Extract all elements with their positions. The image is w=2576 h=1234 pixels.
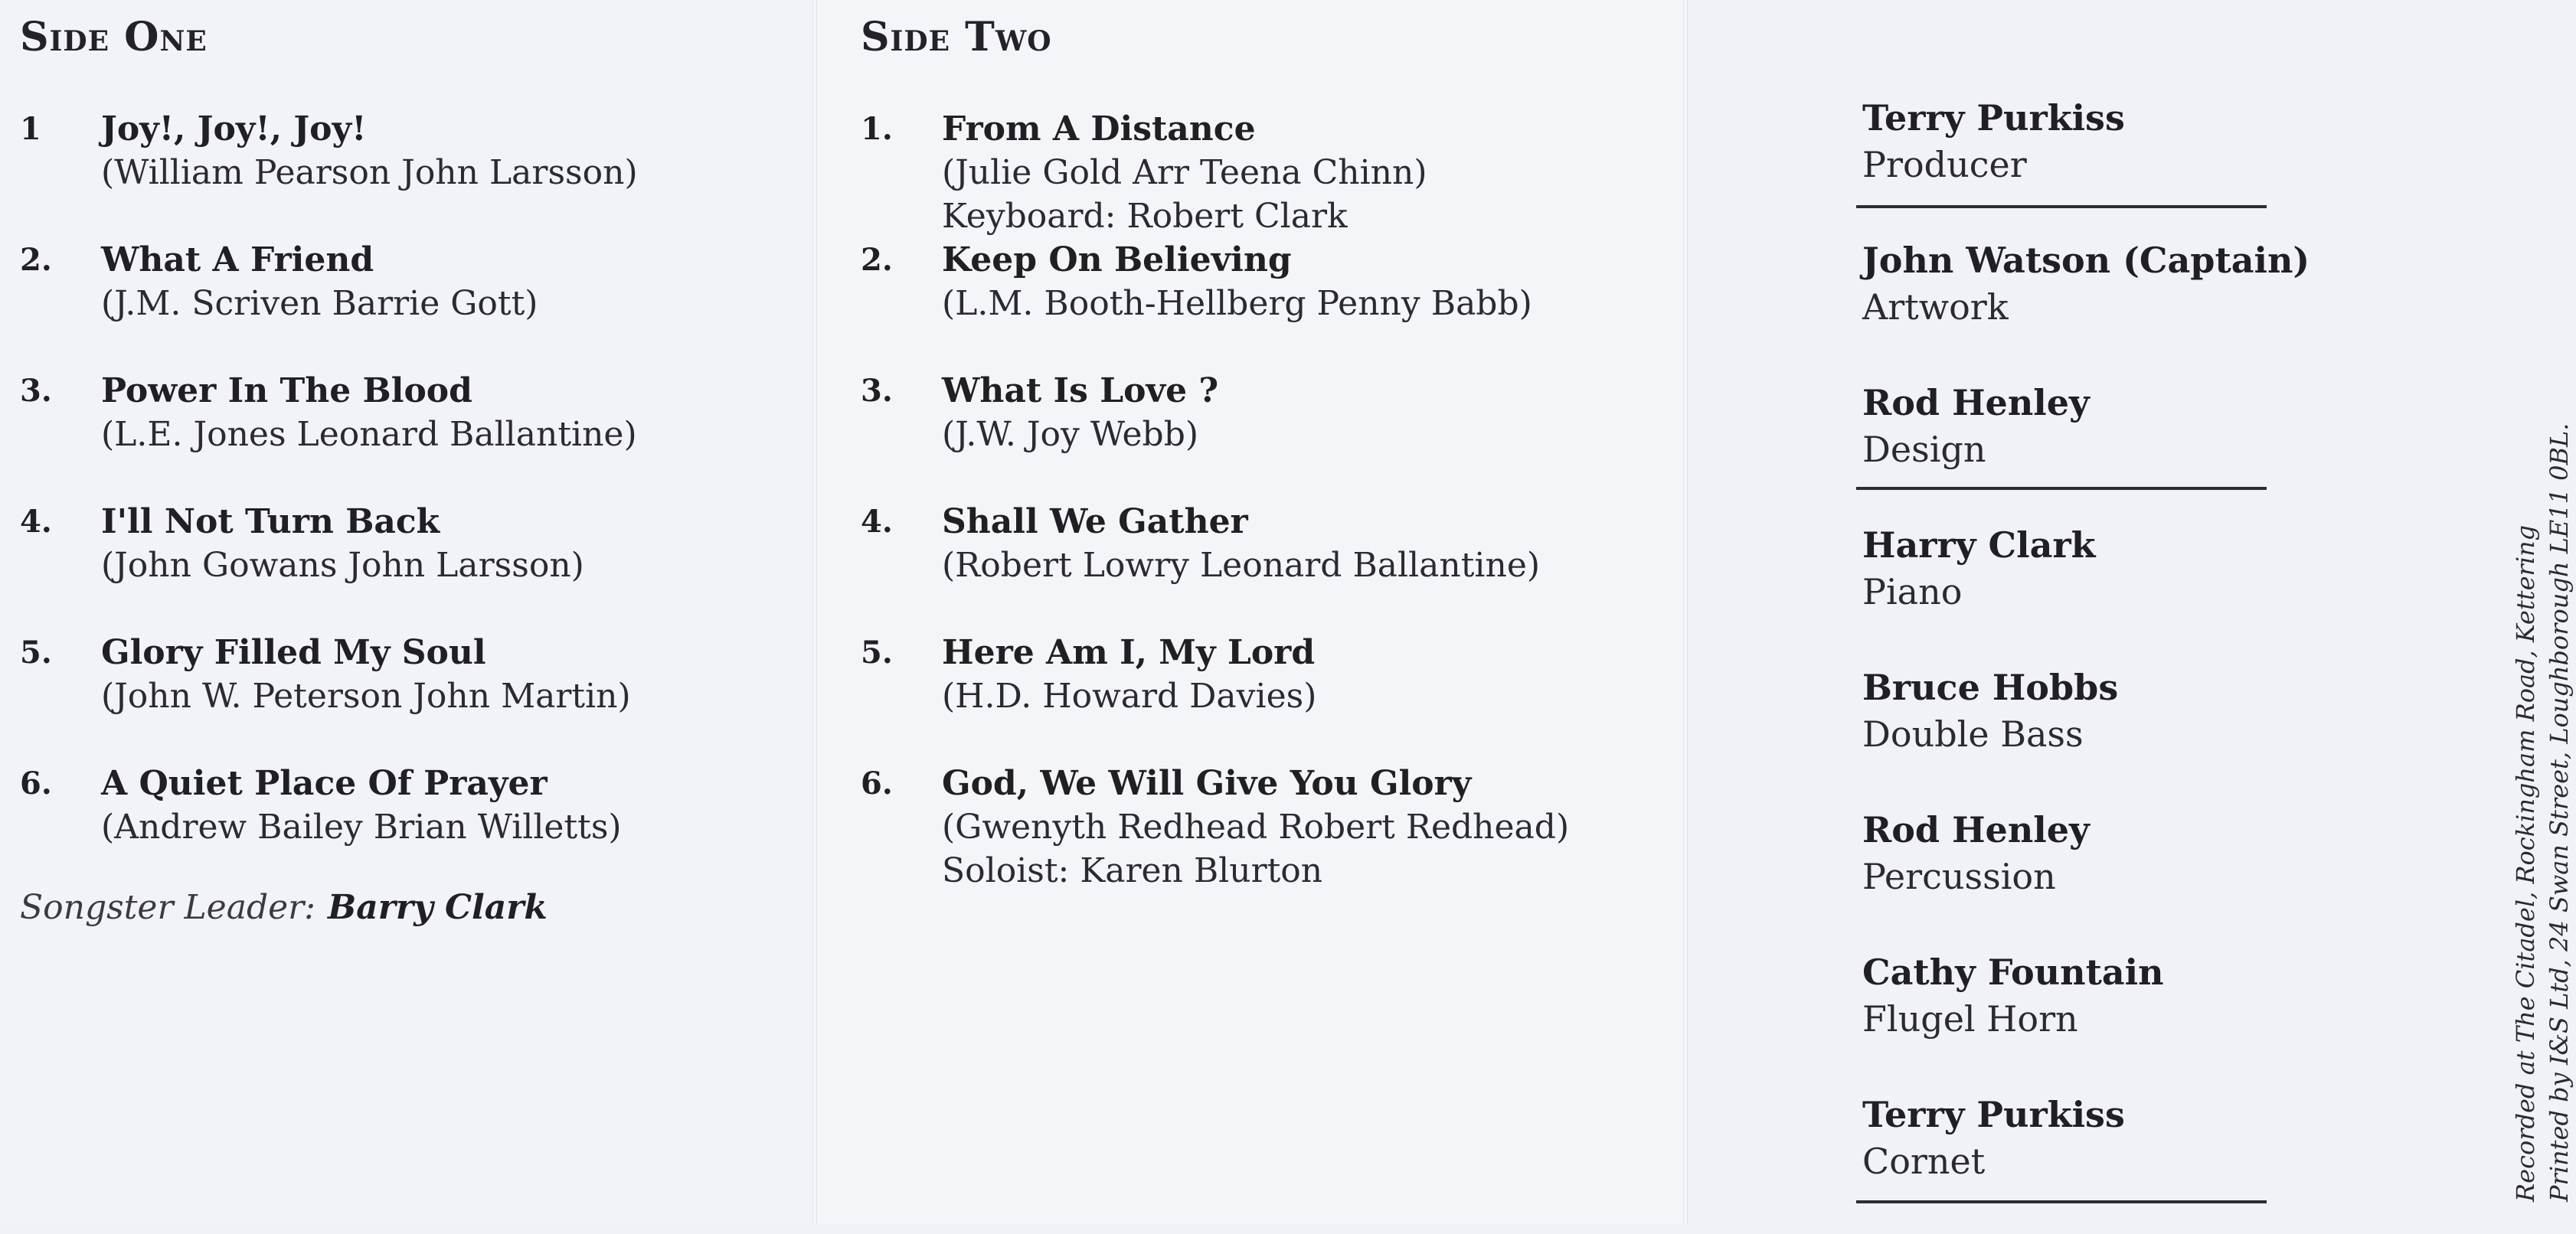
- track-title: What Is Love ?: [942, 371, 1219, 410]
- side-one-title: Side One: [20, 14, 208, 60]
- track-title: A Quiet Place Of Prayer: [101, 764, 548, 803]
- songster-leader-label: Songster Leader:: [20, 888, 316, 927]
- track-title: Glory Filled My Soul: [101, 633, 486, 672]
- credit-name: Terry Purkiss: [1862, 1094, 2125, 1135]
- credit-item: [1862, 807, 2310, 949]
- credit-name: Rod Henley: [1862, 809, 2090, 850]
- track-number: 4.: [20, 504, 52, 540]
- fold-crease: [812, 0, 817, 1225]
- track-number: 4.: [861, 504, 893, 540]
- credit-role: Cornet: [1862, 1141, 1986, 1182]
- track-credit: (L.E. Jones Leonard Ballantine): [101, 415, 637, 454]
- track-credit: (John Gowans John Larsson): [101, 546, 584, 585]
- credit-name: Rod Henley: [1862, 382, 2090, 423]
- track-credit: (L.M. Booth-Hellberg Penny Babb): [942, 284, 1532, 323]
- track-title: Joy!, Joy!, Joy!: [101, 109, 367, 149]
- track-number: 5.: [861, 635, 893, 671]
- track-number: 6.: [861, 766, 893, 801]
- track-title: I'll Not Turn Back: [101, 502, 440, 541]
- track-title: Keep On Believing: [942, 240, 1292, 279]
- track-title: Here Am I, My Lord: [942, 633, 1316, 672]
- songster-leader: [20, 888, 548, 927]
- track-number: 2.: [861, 242, 893, 278]
- track-credit: (Andrew Bailey Brian Willetts): [101, 808, 622, 847]
- credit-item: [1862, 380, 2310, 522]
- credit-role: Producer: [1862, 144, 2027, 185]
- track-credit: (J.M. Scriven Barrie Gott): [101, 284, 538, 323]
- credit-role: Percussion: [1862, 856, 2056, 897]
- credit-item: [1862, 522, 2310, 664]
- track-number: 2.: [20, 242, 52, 278]
- credit-role: Piano: [1862, 571, 1963, 612]
- track-number: 3.: [861, 373, 893, 409]
- credit-name: Cathy Fountain: [1862, 952, 2164, 993]
- fold-crease: [1683, 0, 1688, 1225]
- track-credit: (H.D. Howard Davies): [942, 677, 1317, 716]
- track-credit: (Julie Gold Arr Teena Chinn): [942, 153, 1427, 192]
- credits-list: [1862, 95, 2310, 1234]
- credit-item: [1862, 237, 2310, 380]
- recording-note: [2509, 423, 2576, 1202]
- track-credit: (John W. Peterson John Martin): [101, 677, 631, 716]
- track-credit: (J.W. Joy Webb): [942, 415, 1199, 454]
- track-credit: (William Pearson John Larsson): [101, 153, 638, 192]
- credits-divider: [1856, 205, 2267, 208]
- track-title: God, We Will Give You Glory: [942, 764, 1472, 803]
- credit-name: Bruce Hobbs: [1862, 667, 2119, 708]
- credit-role: Design: [1862, 429, 1986, 470]
- credit-item: [1862, 1092, 2310, 1234]
- credit-role: Flugel Horn: [1862, 998, 2078, 1040]
- track-number: 1.: [861, 111, 893, 147]
- track-performer: Keyboard: Robert Clark: [942, 197, 1348, 236]
- credit-name: John Watson (Captain): [1862, 240, 2310, 281]
- side-two-title: Side Two: [861, 14, 1052, 60]
- credit-item: [1862, 95, 2310, 237]
- track-title: What A Friend: [101, 240, 374, 279]
- track-title: Power In The Blood: [101, 371, 472, 410]
- track-performer: Soloist: Karen Blurton: [942, 851, 1323, 890]
- track-number: 5.: [20, 635, 52, 671]
- track-number: 3.: [20, 373, 52, 409]
- track-credit: (Robert Lowry Leonard Ballantine): [942, 546, 1541, 585]
- credit-item: [1862, 664, 2310, 807]
- credit-item: [1862, 949, 2310, 1092]
- printed-by-text: Printed by I&S Ltd, 24 Swan Street, Loughborough LE11 0BL.: [2545, 423, 2574, 1202]
- track-credit: (Gwenyth Redhead Robert Redhead): [942, 808, 1570, 847]
- recorded-at-text: Recorded at The Citadel, Rockingham Road, Kettering: [2511, 524, 2540, 1202]
- track-number: 6.: [20, 766, 52, 801]
- credit-name: Harry Clark: [1862, 524, 2096, 566]
- credit-role: Double Bass: [1862, 713, 2084, 755]
- track-title: Shall We Gather: [942, 502, 1248, 541]
- track-title: From A Distance: [942, 109, 1256, 149]
- credits-divider: [1856, 1200, 2267, 1203]
- track-number: 1: [20, 111, 41, 147]
- credit-name: Terry Purkiss: [1862, 97, 2125, 139]
- credits-divider: [1856, 487, 2267, 490]
- credit-role: Artwork: [1862, 286, 2009, 328]
- songster-leader-name: Barry Clark: [328, 888, 548, 927]
